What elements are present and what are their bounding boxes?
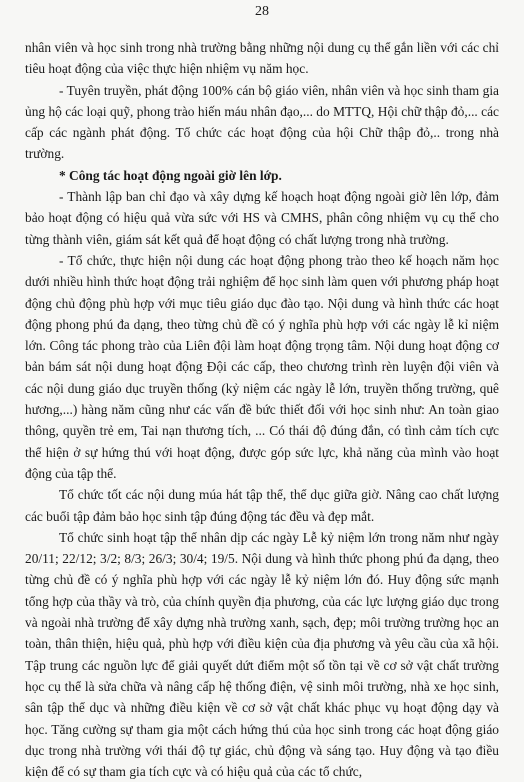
paragraph-propaganda: - Tuyên truyền, phát động 100% cán bộ giáo viên, nhân viên và học sinh tham gia ủng hộ các loại quỹ, phong trào hiến máu nhân đạo,... do MTTQ, Hội chữ thập đỏ,... các cấp các ngành phát động. Tổ chức các hoạt động của hội Chữ thập đỏ,.. trong nhà trường. — [25, 82, 499, 162]
paragraph-steering-board: - Thành lập ban chỉ đạo và xây dựng kế hoạch hoạt động ngoài giờ lên lớp, đảm bảo hoạt động có hiệu quả vừa sức với HS và CMHS, phân công nhiệm vụ cụ thể cho từng thành viên, giám sát kết quả để hoạt động có chất lượng trong nhà trường. — [25, 189, 499, 247]
paragraph-group-dance: Tổ chức tốt các nội dung múa hát tập thể, thể dục giữa giờ. Nâng cao chất lượng các buổi tập đảm bảo học sinh tập đúng động tác đều và đẹp mắt. — [25, 487, 499, 524]
body-text — [25, 37, 499, 782]
page-number: 28 — [255, 4, 269, 19]
paragraph-continuation: nhân viên và học sinh trong nhà trường bằng những nội dung cụ thể gắn liền với các chỉ tiêu hoạt động của việc thực hiện nhiệm vụ năm học. — [25, 40, 499, 77]
paragraph-movement-activities: - Tổ chức, thực hiện nội dung các hoạt động phong trào theo kế hoạch năm học dưới nhiều hình thức hoạt động trải nghiệm để học sinh làm quen với phương pháp hoạt động chủ động phù hợp với mục tiêu giáo dục đào tạo. Nội dung và hình thức các hoạt động phong phú đa dạng, theo từng chủ đề có ý nghĩa phù hợp với các ngày lễ kỉ niệm lớn. Công tác phong trào của Liên đội làm hoạt động trọng tâm. Nội dung hoạt động cơ bản bám sát nội dung hoạt động Đội các cấp, theo chương trình rèn luyện đội viên và các nội dung giáo dục truyền thống (kỷ niệm các ngày lễ lớn, truyền thống trường, quê hương,...) hàng năm cũng như các vấn đề bức thiết đối với học sinh như: An toàn giao thông, quyền trẻ em, Tai nạn thương tích, ... Có thái độ đúng đắn, có tình cảm tích cực thể hiện ở sự hứng thú với hoạt động, được góp sức lực, khả năng của mình vào hoạt động của tập thể. — [25, 252, 499, 481]
section-heading: * Công tác hoạt động ngoài giờ lên lớp. — [59, 167, 282, 183]
paragraph-commemorations: Tổ chức sinh hoạt tập thể nhân dịp các ngày Lễ kỷ niệm lớn trong năm như ngày 20/11; 22/12; 3/2; 8/3; 26/3; 30/4; 19/5. Nội dung và hình thức phong phú đa dạng, theo từng chủ đề có ý nghĩa phù hợp với các ngày lễ kỷ niệm lớn đó. Huy động sức mạnh tổng hợp của thầy và trò, của chính quyền địa phương, của các lực lượng giáo dục trong và ngoài nhà trường để xây dựng nhà trường xanh, sạch, đẹp; môi trường trường học an toàn, thân thiện, hiệu quả, phù hợp với điều kiện của địa phương và yêu cầu của xã hội. Tập trung các nguồn lực để giải quyết dứt điểm một số tồn tại về cơ sở vật chất trường học cụ thể là sửa chữa và nâng cấp hệ thống điện, vệ sinh môi trường, nhà xe học sinh, sân tập thể dục và những điều kiện về cơ sở vật chất khác phục vụ hoạt động dạy và học. Tăng cường sự tham gia một cách hứng thú của học sinh trong các hoạt động giáo dục trong nhà trường với thái độ tự giác, chủ động và sáng tạo. Huy động và tạo điều kiện để có sự tham gia tích cực và có hiệu quả của các tổ chức, — [25, 529, 499, 780]
